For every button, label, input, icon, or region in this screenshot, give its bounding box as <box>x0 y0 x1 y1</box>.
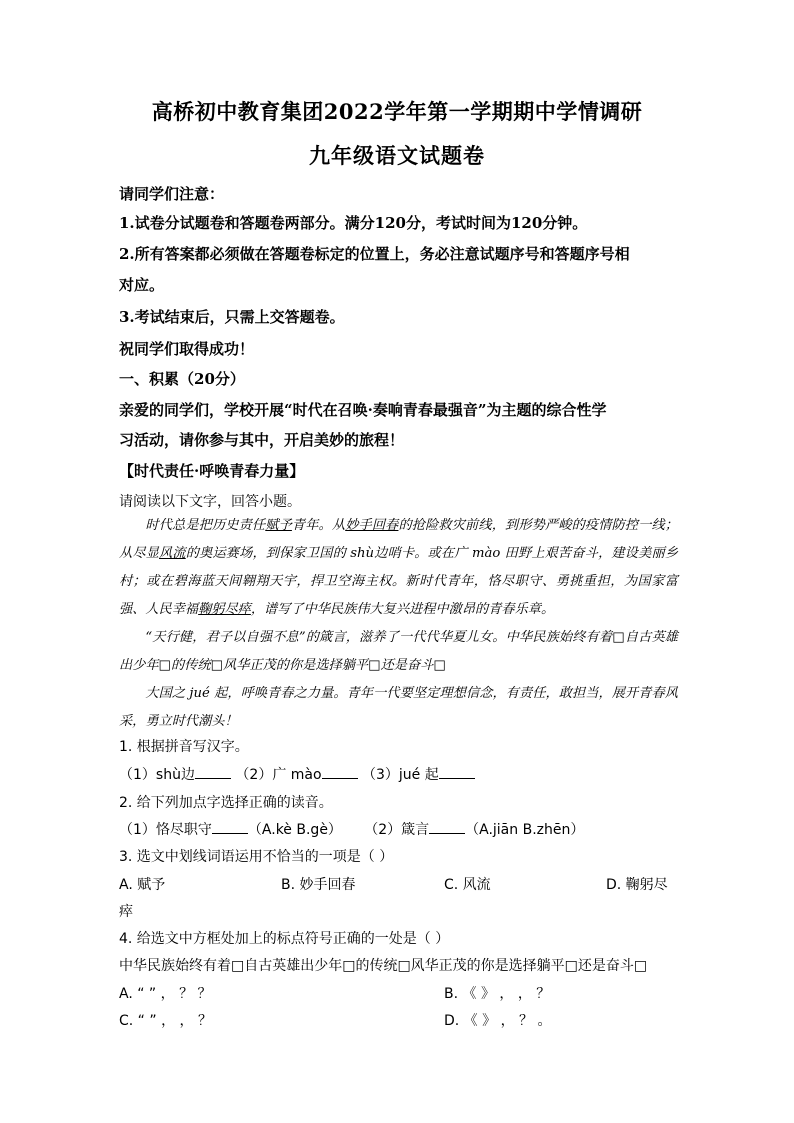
answer-blank[interactable] <box>439 766 475 779</box>
underlined-word-3: 风流 <box>159 546 186 561</box>
reading-instruction: 请阅读以下文字，回答小题。 <box>119 494 301 510</box>
answer-blank[interactable] <box>212 821 248 834</box>
question-2: 2. 给下列加点字选择正确的读音。 <box>119 795 333 811</box>
question-4: 4. 给选文中方框处加上的标点符号正确的一处是（ ） <box>119 931 450 947</box>
section-intro-a: 亲爱的同学们，学校开展“时代在召唤·奏响青春最强音”为主题的综合性学 <box>119 401 607 419</box>
q3-option-c: C. 风流 <box>444 877 491 893</box>
q3-option-a: A. 赋予 <box>119 877 166 893</box>
underlined-word-4: 鞠躬尽瘁 <box>198 602 251 617</box>
reading-passage <box>119 512 678 736</box>
question-2-parts: （1）恪尽职守 （A.kè B.gè） （2）箴言 （A.jiān B.zhēn） <box>119 822 585 838</box>
question-1: 1. 根据拼音写汉字。 <box>119 739 249 755</box>
question-3: 3. 选文中划线词语运用不恰当的一项是（ ） <box>119 849 394 865</box>
underlined-word-2: 妙手回春 <box>345 518 399 533</box>
answer-blank[interactable] <box>322 766 358 779</box>
section-intro-b: 习活动，请你参与其中，开启美妙的旅程！ <box>119 431 405 449</box>
q3-option-d-wrap: 瘁 <box>119 904 133 920</box>
section-subheading: 【时代责任·呼唤青春力量】 <box>119 462 305 480</box>
notice-item-2b: 对应。 <box>119 276 165 294</box>
question-1-parts: （1）shù边 （2）广 mào （3）jué 起 <box>119 764 679 784</box>
answer-blank[interactable] <box>429 821 465 834</box>
notice-item-3: 3.考试结束后，只需上交答题卷。 <box>119 308 345 326</box>
q3-option-d: D. 鞠躬尽 <box>606 877 668 893</box>
q3-option-b: B. 妙手回春 <box>281 877 356 893</box>
q4-option-d: D. 《 》 ， ？ 。 <box>444 1013 552 1029</box>
question-4-sentence: 中华民族始终有着□自古英雄出少年□的传统□风华正茂的你是选择躺平□还是奋斗□ <box>119 958 648 974</box>
section-heading: 一、积累（20分） <box>119 370 245 388</box>
exam-subtitle: 九年级语文试题卷 <box>309 143 485 168</box>
underlined-word-1: 赋予 <box>265 518 292 533</box>
notice-item-2a: 2.所有答案都必须做在答题卷标定的位置上，务必注意试题序号和答题序号相 <box>119 245 630 263</box>
notice-wish: 祝同学们取得成功！ <box>119 340 255 358</box>
q4-option-b: B. 《 》 ， ， ？ <box>444 986 551 1002</box>
notice-heading: 请同学们注意： <box>119 185 225 203</box>
passage-paragraph-2: “天行健，君子以自强不息”的箴言，滋养了一代代华夏儿女。中华民族始终有着□自古英雄出少年□的传统□风华正茂的你是选择躺平□还是奋斗□ <box>119 630 678 673</box>
exam-title: 高桥初中教育集团2022学年第一学期期中学情调研 <box>151 99 643 124</box>
answer-blank[interactable] <box>195 766 231 779</box>
q4-option-c: C. “ ” ， ， ？ <box>119 1013 212 1029</box>
passage-paragraph-1: 时代总是把历史责任赋予青年。从妙手回春的抢险救灾前线，到形势严峻的疫情防控一线；从尽显风流的奥运赛场，到保家卫国的 shù边哨卡。或在广 mào 田野上艰苦奋斗，建设美丽乡村；或在碧海蓝天间翱翔天宇，捍卫空海主权。新时代青年，恪尽职守、勇挑重担，为国家富强、人民幸福鞠躬尽瘁，谱写了中华民族伟大复兴进程中激昂的青春乐章。 <box>119 518 679 617</box>
notice-item-1: 1.试卷分试题卷和答题卷两部分。满分120分，考试时间为120分钟。 <box>119 214 588 232</box>
q4-option-a: A. “ ” ， ？ ？ <box>119 986 212 1002</box>
passage-paragraph-3: 大国之 jué 起，呼唤青春之力量。青年一代要坚定理想信念，有责任，敢担当，展开青春风采，勇立时代潮头！ <box>119 686 678 729</box>
